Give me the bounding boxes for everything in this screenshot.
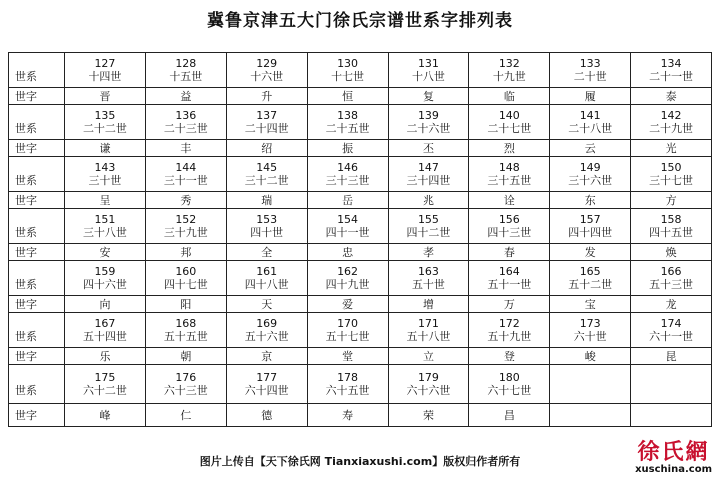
generation-number: 178 — [337, 371, 359, 384]
generation-cell — [226, 313, 307, 348]
row-label-text: 世系 — [15, 174, 37, 187]
generation-cell — [631, 53, 712, 88]
row-label-zi: 世字 — [9, 192, 65, 209]
row-label-zi: 世字 — [9, 140, 65, 157]
generation-table — [8, 52, 712, 427]
generation-cell — [631, 365, 712, 404]
row-label-xi — [9, 313, 65, 348]
generation-ordinal: 三十七世 — [649, 174, 694, 187]
generation-ordinal: 二十七世 — [487, 122, 532, 135]
character-row — [9, 88, 712, 105]
generation-ordinal: 六十三世 — [163, 384, 208, 397]
generation-cell — [307, 105, 388, 140]
character-row — [9, 348, 712, 365]
page-title: 冀鲁京津五大门徐氏宗谱世系字排列表 — [207, 11, 513, 31]
generation-ordinal: 四十七世 — [163, 278, 208, 291]
generation-character: 光 — [631, 140, 712, 157]
generation-character: 峻 — [550, 348, 631, 365]
generation-character: 德 — [226, 404, 307, 427]
generation-cell — [145, 209, 226, 244]
generation-character: 增 — [388, 296, 469, 313]
generation-ordinal: 二十三世 — [163, 122, 208, 135]
generation-character: 峰 — [65, 404, 146, 427]
generation-number: 131 — [417, 57, 439, 70]
generation-character: 忠 — [307, 244, 388, 261]
generation-number: 134 — [660, 57, 682, 70]
generation-ordinal: 十九世 — [492, 70, 526, 83]
generation-cell — [65, 105, 146, 140]
generation-ordinal: 二十一世 — [649, 70, 694, 83]
row-label-text: 世系 — [15, 384, 37, 397]
row-label-xi — [9, 53, 65, 88]
generation-cell — [145, 365, 226, 404]
generation-number: 133 — [579, 57, 601, 70]
generation-ordinal: 五十五世 — [163, 330, 208, 343]
generation-cell — [226, 105, 307, 140]
generation-number: 166 — [660, 265, 682, 278]
generation-cell — [469, 105, 550, 140]
generation-cell — [388, 313, 469, 348]
generation-ordinal: 二十八世 — [568, 122, 613, 135]
generation-character: 寿 — [307, 404, 388, 427]
generation-cell — [631, 313, 712, 348]
generation-number: 127 — [94, 57, 116, 70]
generation-number: 147 — [417, 161, 439, 174]
generation-ordinal: 六十二世 — [82, 384, 127, 397]
row-label-zi: 世字 — [9, 244, 65, 261]
generation-number: 144 — [175, 161, 197, 174]
generation-character: 秀 — [145, 192, 226, 209]
generation-number: 163 — [417, 265, 439, 278]
generation-ordinal: 五十二世 — [568, 278, 613, 291]
generation-ordinal: 四十三世 — [487, 226, 532, 239]
generation-character: 恒 — [307, 88, 388, 105]
generation-character: 安 — [65, 244, 146, 261]
generation-cell — [388, 157, 469, 192]
generation-cell — [550, 53, 631, 88]
generation-number: 128 — [175, 57, 197, 70]
generation-number: 141 — [579, 109, 601, 122]
generation-cell — [469, 365, 550, 404]
generation-number: 152 — [175, 213, 197, 226]
generation-number: 129 — [256, 57, 278, 70]
generation-number: 165 — [579, 265, 601, 278]
generation-ordinal: 五十七世 — [325, 330, 370, 343]
generation-cell — [226, 53, 307, 88]
generation-number: 167 — [94, 317, 116, 330]
generation-number: 164 — [498, 265, 520, 278]
generation-cell — [388, 209, 469, 244]
generation-character: 呈 — [65, 192, 146, 209]
generation-row — [9, 157, 712, 192]
generation-ordinal: 二十六世 — [406, 122, 451, 135]
generation-ordinal: 二十九世 — [649, 122, 694, 135]
generation-character: 云 — [550, 140, 631, 157]
generation-cell — [388, 261, 469, 296]
row-label-xi — [9, 105, 65, 140]
generation-character: 全 — [226, 244, 307, 261]
row-label-text: 世系 — [15, 226, 37, 239]
generation-number: 158 — [660, 213, 682, 226]
generation-number: 159 — [94, 265, 116, 278]
row-label-xi — [9, 209, 65, 244]
generation-number: 172 — [498, 317, 520, 330]
generation-ordinal: 六十一世 — [649, 330, 694, 343]
logo-url: xuschina.com — [635, 464, 712, 475]
generation-ordinal: 二十二世 — [82, 122, 127, 135]
generation-number: 142 — [660, 109, 682, 122]
row-label-text: 世系 — [15, 70, 37, 83]
generation-character: 诠 — [469, 192, 550, 209]
generation-character: 复 — [388, 88, 469, 105]
generation-ordinal: 五十四世 — [82, 330, 127, 343]
generation-ordinal: 三十二世 — [244, 174, 289, 187]
generation-ordinal: 三十三世 — [325, 174, 370, 187]
site-logo[interactable] — [635, 440, 712, 475]
generation-character: 升 — [226, 88, 307, 105]
generation-ordinal: 四十六世 — [82, 278, 127, 291]
generation-ordinal: 十五世 — [169, 70, 203, 83]
generation-cell — [145, 105, 226, 140]
generation-cell — [631, 105, 712, 140]
generation-character: 晋 — [65, 88, 146, 105]
generation-character: 泰 — [631, 88, 712, 105]
row-label-text: 世系 — [15, 122, 37, 135]
generation-character — [550, 404, 631, 427]
generation-ordinal: 三十四世 — [406, 174, 451, 187]
generation-character: 京 — [226, 348, 307, 365]
generation-number: 169 — [256, 317, 278, 330]
row-label-xi — [9, 157, 65, 192]
generation-cell — [388, 365, 469, 404]
generation-number: 135 — [94, 109, 116, 122]
generation-character: 立 — [388, 348, 469, 365]
generation-cell — [226, 209, 307, 244]
generation-cell — [550, 157, 631, 192]
generation-number: 179 — [417, 371, 439, 384]
generation-cell — [307, 365, 388, 404]
generation-cell — [550, 313, 631, 348]
generation-number: 180 — [498, 371, 520, 384]
generation-ordinal: 五十六世 — [244, 330, 289, 343]
generation-cell — [65, 157, 146, 192]
generation-cell — [145, 313, 226, 348]
generation-number: 154 — [337, 213, 359, 226]
character-row — [9, 140, 712, 157]
generation-ordinal: 二十五世 — [325, 122, 370, 135]
generation-ordinal: 五十八世 — [406, 330, 451, 343]
generation-row — [9, 365, 712, 404]
generation-character: 登 — [469, 348, 550, 365]
generation-ordinal: 十四世 — [88, 70, 122, 83]
generation-number: 145 — [256, 161, 278, 174]
row-label-zi: 世字 — [9, 88, 65, 105]
generation-row — [9, 261, 712, 296]
generation-number: 168 — [175, 317, 197, 330]
generation-cell — [307, 53, 388, 88]
generation-character: 岳 — [307, 192, 388, 209]
generation-ordinal: 六十五世 — [325, 384, 370, 397]
generation-cell — [550, 261, 631, 296]
generation-row — [9, 53, 712, 88]
generation-character: 天 — [226, 296, 307, 313]
generation-character: 益 — [145, 88, 226, 105]
generation-ordinal: 三十八世 — [82, 226, 127, 239]
generation-character: 春 — [469, 244, 550, 261]
generation-cell — [469, 261, 550, 296]
generation-character: 万 — [469, 296, 550, 313]
generation-cell — [469, 313, 550, 348]
generation-character: 临 — [469, 88, 550, 105]
generation-number: 151 — [94, 213, 116, 226]
generation-ordinal: 三十九世 — [163, 226, 208, 239]
generation-cell — [550, 105, 631, 140]
generation-character: 丰 — [145, 140, 226, 157]
generation-character: 堂 — [307, 348, 388, 365]
generation-cell — [307, 209, 388, 244]
generation-ordinal: 六十世 — [573, 330, 607, 343]
generation-ordinal: 五十世 — [411, 278, 445, 291]
generation-character: 乐 — [65, 348, 146, 365]
generation-row — [9, 313, 712, 348]
generation-number: 138 — [337, 109, 359, 122]
generation-character: 宝 — [550, 296, 631, 313]
generation-ordinal: 六十四世 — [244, 384, 289, 397]
generation-character: 阳 — [145, 296, 226, 313]
generation-number: 175 — [94, 371, 116, 384]
row-label-xi — [9, 261, 65, 296]
generation-ordinal: 六十七世 — [487, 384, 532, 397]
generation-number: 177 — [256, 371, 278, 384]
row-label-zi: 世字 — [9, 348, 65, 365]
generation-character: 孝 — [388, 244, 469, 261]
generation-character: 仁 — [145, 404, 226, 427]
row-label-text: 世系 — [15, 278, 37, 291]
generation-cell — [65, 261, 146, 296]
generation-number: 173 — [579, 317, 601, 330]
generation-character: 向 — [65, 296, 146, 313]
generation-number: 146 — [337, 161, 359, 174]
generation-number: 170 — [337, 317, 359, 330]
character-row — [9, 296, 712, 313]
generation-number: 162 — [337, 265, 359, 278]
logo-text: 徐氏網 — [637, 439, 710, 465]
character-row — [9, 244, 712, 261]
generation-number: 130 — [337, 57, 359, 70]
generation-ordinal: 六十六世 — [406, 384, 451, 397]
generation-ordinal: 四十世 — [250, 226, 284, 239]
generation-character: 邦 — [145, 244, 226, 261]
generation-character — [631, 404, 712, 427]
generation-cell — [388, 105, 469, 140]
generation-character: 发 — [550, 244, 631, 261]
generation-number: 176 — [175, 371, 197, 384]
generation-cell — [65, 313, 146, 348]
generation-cell — [226, 365, 307, 404]
generation-cell — [469, 209, 550, 244]
generation-character: 昌 — [469, 404, 550, 427]
generation-ordinal: 三十世 — [88, 174, 122, 187]
generation-number: 137 — [256, 109, 278, 122]
generation-cell — [307, 313, 388, 348]
generation-cell — [631, 209, 712, 244]
generation-cell — [65, 365, 146, 404]
generation-cell — [388, 53, 469, 88]
generation-number: 140 — [498, 109, 520, 122]
row-label-xi — [9, 365, 65, 404]
generation-number: 174 — [660, 317, 682, 330]
generation-cell — [145, 261, 226, 296]
generation-ordinal: 四十二世 — [406, 226, 451, 239]
generation-number: 171 — [417, 317, 439, 330]
generation-cell — [631, 157, 712, 192]
generation-row — [9, 209, 712, 244]
generation-cell — [145, 157, 226, 192]
generation-number: 150 — [660, 161, 682, 174]
generation-character: 丕 — [388, 140, 469, 157]
generation-number: 143 — [94, 161, 116, 174]
generation-number: 149 — [579, 161, 601, 174]
generation-character: 朝 — [145, 348, 226, 365]
generation-ordinal: 五十九世 — [487, 330, 532, 343]
generation-number: 157 — [579, 213, 601, 226]
generation-cell — [631, 261, 712, 296]
generation-ordinal: 三十五世 — [487, 174, 532, 187]
generation-cell — [226, 261, 307, 296]
generation-character: 东 — [550, 192, 631, 209]
generation-number: 136 — [175, 109, 197, 122]
generation-character: 龙 — [631, 296, 712, 313]
generation-ordinal: 十六世 — [250, 70, 284, 83]
generation-number: 155 — [417, 213, 439, 226]
generation-ordinal: 四十五世 — [649, 226, 694, 239]
generation-number: 132 — [498, 57, 520, 70]
generation-ordinal: 三十六世 — [568, 174, 613, 187]
generation-ordinal: 四十八世 — [244, 278, 289, 291]
generation-ordinal: 十八世 — [411, 70, 445, 83]
generation-number: 156 — [498, 213, 520, 226]
generation-character: 兆 — [388, 192, 469, 209]
generation-character: 荣 — [388, 404, 469, 427]
generation-ordinal: 四十九世 — [325, 278, 370, 291]
generation-number: 139 — [417, 109, 439, 122]
generation-cell — [226, 157, 307, 192]
generation-ordinal: 四十一世 — [325, 226, 370, 239]
generation-cell — [469, 157, 550, 192]
generation-ordinal: 二十世 — [573, 70, 607, 83]
generation-cell — [307, 157, 388, 192]
generation-cell — [145, 53, 226, 88]
row-label-zi: 世字 — [9, 404, 65, 427]
generation-cell — [65, 53, 146, 88]
generation-cell — [469, 53, 550, 88]
generation-character: 爱 — [307, 296, 388, 313]
generation-character: 绍 — [226, 140, 307, 157]
generation-ordinal: 四十四世 — [568, 226, 613, 239]
row-label-zi: 世字 — [9, 296, 65, 313]
generation-ordinal: 五十一世 — [487, 278, 532, 291]
character-row — [9, 192, 712, 209]
image-caption: 图片上传自【天下徐氏网 Tianxiaxushi.com】版权归作者所有 — [199, 455, 521, 468]
generation-character: 昆 — [631, 348, 712, 365]
generation-character: 方 — [631, 192, 712, 209]
generation-cell — [307, 261, 388, 296]
generation-character: 谦 — [65, 140, 146, 157]
character-row — [9, 404, 712, 427]
generation-ordinal: 五十三世 — [649, 278, 694, 291]
generation-cell — [65, 209, 146, 244]
generation-row — [9, 105, 712, 140]
generation-character: 履 — [550, 88, 631, 105]
generation-cell — [550, 365, 631, 404]
generation-character: 焕 — [631, 244, 712, 261]
generation-ordinal: 十七世 — [331, 70, 365, 83]
generation-number: 153 — [256, 213, 278, 226]
generation-number: 160 — [175, 265, 197, 278]
generation-number: 161 — [256, 265, 278, 278]
generation-character: 瑞 — [226, 192, 307, 209]
generation-cell — [550, 209, 631, 244]
generation-ordinal: 二十四世 — [244, 122, 289, 135]
row-label-text: 世系 — [15, 330, 37, 343]
generation-number: 148 — [498, 161, 520, 174]
generation-character: 烈 — [469, 140, 550, 157]
generation-ordinal: 三十一世 — [163, 174, 208, 187]
generation-character: 振 — [307, 140, 388, 157]
